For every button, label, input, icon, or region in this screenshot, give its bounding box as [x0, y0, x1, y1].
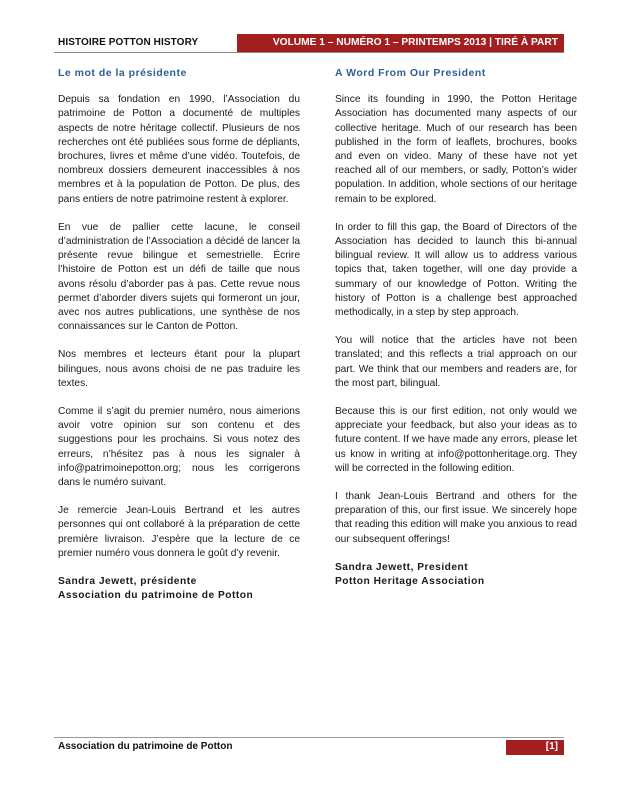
- english-paragraph: In order to fill this gap, the Board of Directors of the Association has decided to launch this bi-annual bilingual review. It will allow us to address various topics that, taken together, will one day provide a summary of our knowledge of Potton. Writing the history of Potton is a challenge best approached methodically, in a step by step approach.: [335, 221, 577, 319]
- french-paragraph: En vue de pallier cette lacune, le conseil d’administration de l’Association a décidé de lancer la présente revue bilingue et semestrielle. Écrire l’histoire de Potton est un défi de taille que nous avons résolu d’aborder pas à pas. Cette revue nous permet d’aborder divers sujets qui formeront un jour, avec nos autres publications, une synthèse de nos connaissances sur le Canton de Potton.: [58, 221, 300, 333]
- english-paragraph: I thank Jean-Louis Bertrand and others for the preparation of this, our first issue. We sincerely hope that reading this edition will make you anxious to read our subsequent offerings!: [335, 491, 577, 545]
- footer-organization: Association du patrimoine de Potton: [58, 741, 233, 752]
- english-paragraph: Because this is our first edition, not only would we appreciate your feedback, but also your ideas as to future content. If we have made any errors, please let us know in writing at info@pottonheritage.org. They will be corrected in the following edition.: [335, 406, 577, 474]
- page-footer: [54, 737, 564, 753]
- english-signature-name: Sandra Jewett, President: [335, 561, 469, 573]
- english-signature-org: Potton Heritage Association: [335, 576, 485, 588]
- french-title: Le mot de la présidente: [58, 67, 187, 79]
- english-paragraph: Since its founding in 1990, the Potton Heritage Association has documented many aspects of our collective heritage. Much of our research has been published in the form of leaflets, brochures, books and even on video. Many of these have not yet reached all of our members, or sadly, Potton’s wider population. In addition, whole sections of our heritage remain to be explored.: [335, 94, 577, 205]
- page-number: [1]: [506, 740, 564, 755]
- english-paragraph: You will notice that the articles have not been translated; and this reflects a trial approach on our part. We think that our members and readers are, for the most part, bilingual.: [335, 335, 577, 389]
- french-paragraph: Depuis sa fondation en 1990, l’Association du patrimoine de Potton a documenté de multiples aspects de notre héritage collectif. Plusieurs de nos recherches ont été publiées sous forme de dépliants, brochures, livres et même d’une vidéo. Toutefois, de nombreux dossiers demeurent inaccessibles à nos membres et à la population de Potton. De plus, des pans entiers de notre patrimoine restent à explorer.: [58, 94, 300, 205]
- page-header: [54, 34, 564, 53]
- french-signature-org: Association du patrimoine de Potton: [58, 590, 254, 602]
- issue-banner: VOLUME 1 – NUMÉRO 1 – PRINTEMPS 2013 | TIRÉ À PART: [237, 34, 564, 52]
- publication-title: HISTOIRE POTTON HISTORY: [58, 37, 199, 48]
- english-column: [335, 66, 577, 589]
- english-title: A Word From Our President: [335, 67, 486, 79]
- french-column: [58, 66, 300, 604]
- french-paragraph: Comme il s’agit du premier numéro, nous aimerions avoir votre opinion sur son contenu et des suggestions pour les prochains. Si vous notez des erreurs, n’hésitez pas à nous les signaler à info@patrimoinepotton.org; nous les corrigerons dans le numéro suivant.: [58, 406, 300, 489]
- french-paragraph: Je remercie Jean-Louis Bertrand et les autres personnes qui ont collaboré à la préparation de cette première livraison. J’espère que la lecture de ce premier numéro vous donnera le goût d’y revenir.: [58, 505, 300, 559]
- french-signature-name: Sandra Jewett, présidente: [58, 576, 197, 588]
- french-paragraph: Nos membres et lecteurs étant pour la plupart bilingues, nous avons choisi de ne pas traduire les textes.: [58, 349, 300, 389]
